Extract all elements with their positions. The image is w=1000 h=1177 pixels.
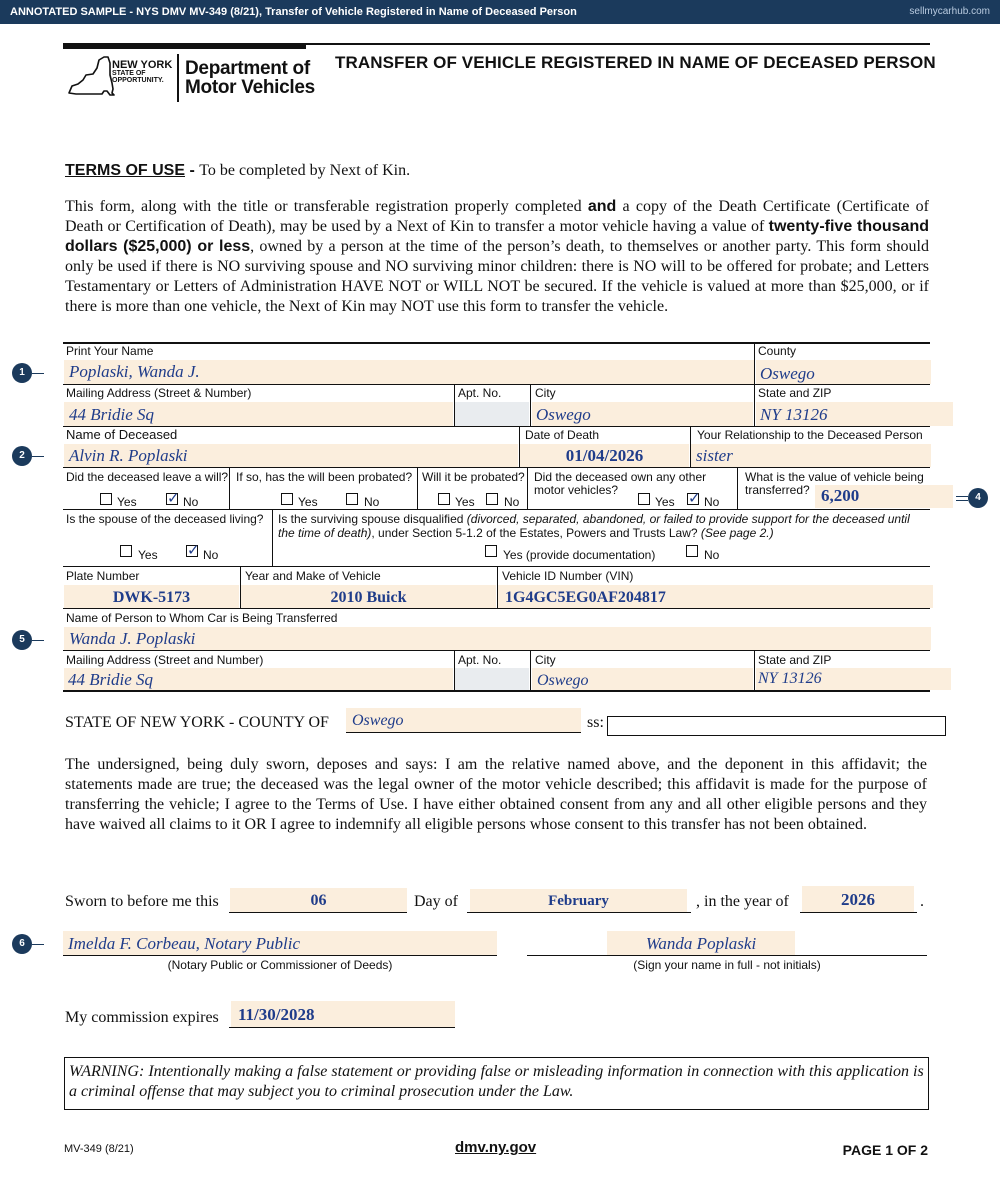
ss-box[interactable] xyxy=(607,716,946,736)
dept-line2: Motor Vehicles xyxy=(185,77,315,98)
grid-line xyxy=(417,468,418,509)
label-q-value-1: What is the value of vehicle being xyxy=(745,470,924,484)
annotation-marker-6: 6 xyxy=(12,934,32,954)
will-no-checkmark-icon: ✓ xyxy=(167,489,180,507)
marker-line xyxy=(956,500,968,501)
label-deceased-name: Name of Deceased xyxy=(66,427,178,442)
probated-no-label: No xyxy=(364,495,380,509)
disqualified-yes-label: Yes (provide documentation) xyxy=(503,548,656,562)
terms-heading: TERMS OF USE xyxy=(65,162,186,179)
label-q-other-vehicles-1: Did the deceased own any other xyxy=(534,470,707,484)
year-value: 2026 xyxy=(841,890,875,909)
notary-underline xyxy=(63,955,497,956)
q-disq-part-a: Is the surviving spouse disqualified xyxy=(278,512,467,526)
will-probate-yes-label: Yes xyxy=(455,495,475,509)
city2-value: Oswego xyxy=(537,672,589,689)
vehicle-value: 6,200 xyxy=(821,486,860,505)
marker-line xyxy=(956,496,968,497)
grid-line xyxy=(63,608,930,609)
other-vehicles-yes-checkbox[interactable] xyxy=(638,493,650,505)
month-underline xyxy=(467,912,691,913)
day-value: 06 xyxy=(310,892,327,909)
date-of-death-value: 01/04/2026 xyxy=(565,446,644,465)
vin-value: 1G4GC5EG0AF204817 xyxy=(505,589,666,606)
label-q-spouse: Is the spouse of the deceased living? xyxy=(66,512,264,526)
other-vehicles-yes-label: Yes xyxy=(655,495,675,509)
footer-site-link[interactable]: dmv.ny.gov xyxy=(455,1139,537,1156)
will-probate-yes-checkbox[interactable] xyxy=(438,493,450,505)
transferee-value: Wanda J. Poplaski xyxy=(69,629,196,648)
commission-value: 11/30/2028 xyxy=(238,1005,315,1024)
label-print-name: Print Your Name xyxy=(66,344,154,358)
label-state-zip-2: State and ZIP xyxy=(758,653,832,667)
address2-value: 44 Bridie Sq xyxy=(68,670,153,689)
label-vin: Vehicle ID Number (VIN) xyxy=(502,569,634,583)
state-zip2-value: NY 13126 xyxy=(758,670,822,687)
disqualified-no-checkbox[interactable] xyxy=(686,545,698,557)
signature-caption: (Sign your name in full - not initials) xyxy=(633,958,821,972)
label-q-other-vehicles-2: motor vehicles? xyxy=(534,483,619,497)
notary-caption: (Notary Public or Commissioner of Deeds) xyxy=(167,958,393,972)
ny-logo-text xyxy=(112,60,172,84)
year-underline xyxy=(800,912,917,913)
signature-value: Wanda Poplaski xyxy=(645,934,757,953)
terms-bold-2: twenty-five thousand dollars ($25,000) or less xyxy=(65,218,930,255)
marker-line xyxy=(32,373,44,374)
will-probate-no-label: No xyxy=(504,495,520,509)
annotation-marker-1: 1 xyxy=(12,363,32,383)
form-title: TRANSFER OF VEHICLE REGISTERED IN NAME OF DECEASED PERSON xyxy=(335,53,936,72)
grid-line xyxy=(229,468,230,509)
grid-line xyxy=(530,651,531,691)
deceased-value: Alvin R. Poplaski xyxy=(69,446,188,465)
header-rule-thick xyxy=(63,43,306,49)
logo-line2: STATE OF xyxy=(112,70,146,77)
state-county-label: STATE OF NEW YORK - COUNTY OF xyxy=(65,714,329,731)
spouse-no-label: No xyxy=(203,548,219,562)
label-transferee: Name of Person to Whom Car is Being Transferred xyxy=(66,611,338,625)
terms-text-1: This form, along with the title or transferable registration properly completed xyxy=(65,198,588,215)
grid-line xyxy=(754,385,755,426)
marker-line xyxy=(32,944,44,945)
q-disq-part-d: , under Section 5-1.2 of the Estates, Powers and Trusts Law? xyxy=(371,526,701,540)
footer-page: PAGE 1 OF 2 xyxy=(842,1142,928,1158)
grid-line xyxy=(63,650,930,651)
affidavit-county-value: Oswego xyxy=(352,712,404,729)
county-underline xyxy=(346,732,581,733)
q-disq-part-e: (See page 2.) xyxy=(700,526,774,540)
q-disq-part-c: the time of death) xyxy=(278,526,372,540)
spouse-yes-label: Yes xyxy=(138,548,158,562)
label-q-will: Did the deceased leave a will? xyxy=(66,470,229,484)
dept-line1: Department of xyxy=(185,58,310,79)
grid-line xyxy=(63,426,930,427)
label-date-of-death: Date of Death xyxy=(525,428,600,442)
grid-line xyxy=(63,384,930,385)
annotation-marker-5: 5 xyxy=(12,630,32,650)
city-value: Oswego xyxy=(536,405,591,424)
warning-box: WARNING: Intentionally making a false statement or providing false or misleading information in connection with this application is a criminal offense that may subject you to criminal prosecution under the Law. xyxy=(64,1057,929,1110)
terms-subtitle: To be completed by Next of Kin. xyxy=(199,162,411,179)
annotation-marker-4: 4 xyxy=(968,488,988,508)
will-yes-label: Yes xyxy=(117,495,137,509)
annotation-banner xyxy=(0,0,1000,24)
probated-no-checkbox[interactable] xyxy=(346,493,358,505)
grid-line xyxy=(63,467,930,468)
label-state-zip: State and ZIP xyxy=(758,386,832,400)
grid-line xyxy=(63,342,930,344)
terms-paragraph xyxy=(65,197,929,317)
marker-line xyxy=(32,456,44,457)
will-probate-no-checkbox[interactable] xyxy=(486,493,498,505)
notary-value: Imelda F. Corbeau, Notary Public xyxy=(68,934,300,953)
commission-underline xyxy=(229,1027,455,1028)
name-value: Poplaski, Wanda J. xyxy=(69,362,200,381)
banner-title: ANNOTATED SAMPLE - NYS DMV MV-349 (8/21), Transfer of Vehicle Registered in Name of Deceased Person xyxy=(10,6,577,18)
grid-line xyxy=(737,468,738,509)
commission-label: My commission expires xyxy=(65,1009,219,1026)
label-plate: Plate Number xyxy=(66,569,140,583)
annotation-marker-2: 2 xyxy=(12,446,32,466)
disqualified-yes-checkbox[interactable] xyxy=(485,545,497,557)
grid-line xyxy=(754,651,755,691)
logo-line1: NEW YORK xyxy=(112,59,173,71)
grid-line xyxy=(754,343,755,385)
county-value: Oswego xyxy=(760,364,815,383)
probated-yes-checkbox[interactable] xyxy=(281,493,293,505)
month-value: February xyxy=(548,893,609,909)
label-q-disqualified-2 xyxy=(278,526,774,540)
label-q-probated: If so, has the will been probated? xyxy=(236,470,413,484)
terms-bold-1: and xyxy=(587,198,617,215)
signature-underline xyxy=(527,955,927,956)
year-make-value: 2010 Buick xyxy=(330,589,407,606)
footer-form-id: MV-349 (8/21) xyxy=(64,1143,134,1155)
terms-text-2: a copy of the Death Certificate (Certificate of Death or Certification of Death), may be used by a Next of Kin to transfer a motor vehicle having a value of xyxy=(65,198,930,235)
will-yes-checkbox[interactable] xyxy=(100,493,112,505)
new-york-state-outline-icon xyxy=(66,53,116,99)
grid-line xyxy=(527,468,528,509)
spouse-no-checkmark-icon: ✓ xyxy=(187,541,200,559)
day-of-label: Day of xyxy=(414,893,458,910)
logo-line3: OPPORTUNITY. xyxy=(112,77,164,84)
other-vehicles-no-checkmark-icon: ✓ xyxy=(688,489,701,507)
terms-heading-row xyxy=(65,162,410,180)
terms-text-3: , owned by a person at the time of the person’s death, to themselves or another party. This form should only be used if there is NO surviving spouse and NO surviving minor children: there is NO will to be offered for probate; and Letters Testamentary or Letters of Administration HAVE NOT or WILL NOT be secured. If the vehicle is valued at more than $25,000, or if there is more than one vehicle, the Next of Kin may NOT use this form to transfer the vehicle. xyxy=(65,238,929,315)
label-county: County xyxy=(758,344,797,358)
label-q-value-2: transferred? xyxy=(745,483,810,497)
grid-line xyxy=(530,385,531,426)
relationship-value: sister xyxy=(696,446,733,465)
sworn-label: Sworn to before me this xyxy=(65,893,219,910)
disqualified-no-label: No xyxy=(704,548,720,562)
state-zip-value: NY 13126 xyxy=(760,405,828,424)
sworn-period: . xyxy=(920,893,924,910)
grid-line xyxy=(272,510,273,566)
plate-value: DWK-5173 xyxy=(112,589,191,606)
affidavit-text: The undersigned, being duly sworn, deposes and says: I am the relative named above, and the deponent in this affidavit; the statements made are true; the deceased was the legal owner of the motor vehicle described; this affidavit is made for the purpose of transferring the vehicle; I agree to the Terms of Use. I have either obtained consent from any and all other eligible persons and they have waived all claims to it OR I agree to indemnify all eligible persons whose consent to this transfer has not been obtained. xyxy=(65,756,927,833)
label-relationship: Your Relationship to the Deceased Person xyxy=(697,428,923,442)
probated-yes-label: Yes xyxy=(298,495,318,509)
label-q-will-probate: Will it be probated? xyxy=(422,470,525,484)
label-mailing-address: Mailing Address (Street & Number) xyxy=(66,386,252,400)
year-label: , in the year of xyxy=(696,893,789,910)
label-apt-2: Apt. No. xyxy=(458,653,502,667)
q-disq-part-b: (divorced, separated, abandoned, or failed to provide support for the deceased until xyxy=(466,512,910,526)
grid-line xyxy=(63,690,930,692)
day-underline xyxy=(229,912,407,913)
apt2-input[interactable] xyxy=(455,668,529,690)
label-mailing-address-2: Mailing Address (Street and Number) xyxy=(66,653,264,667)
marker-line xyxy=(32,640,44,641)
spouse-yes-checkbox[interactable] xyxy=(120,545,132,557)
label-q-disqualified xyxy=(278,512,910,526)
label-city-2: City xyxy=(535,653,556,667)
banner-site: sellmycarhub.com xyxy=(909,6,990,17)
will-no-label: No xyxy=(183,495,199,509)
label-city: City xyxy=(535,386,556,400)
logo-divider xyxy=(177,54,179,102)
address-value: 44 Bridie Sq xyxy=(69,405,154,424)
label-year-make: Year and Make of Vehicle xyxy=(245,569,381,583)
other-vehicles-no-label: No xyxy=(704,495,720,509)
apt-input[interactable] xyxy=(455,402,529,426)
label-apt: Apt. No. xyxy=(458,386,502,400)
ss-label: ss: xyxy=(587,714,604,731)
terms-dash: - xyxy=(185,162,200,179)
dept-name xyxy=(185,59,315,97)
header-rule-thin xyxy=(306,43,930,45)
grid-line xyxy=(63,509,930,510)
